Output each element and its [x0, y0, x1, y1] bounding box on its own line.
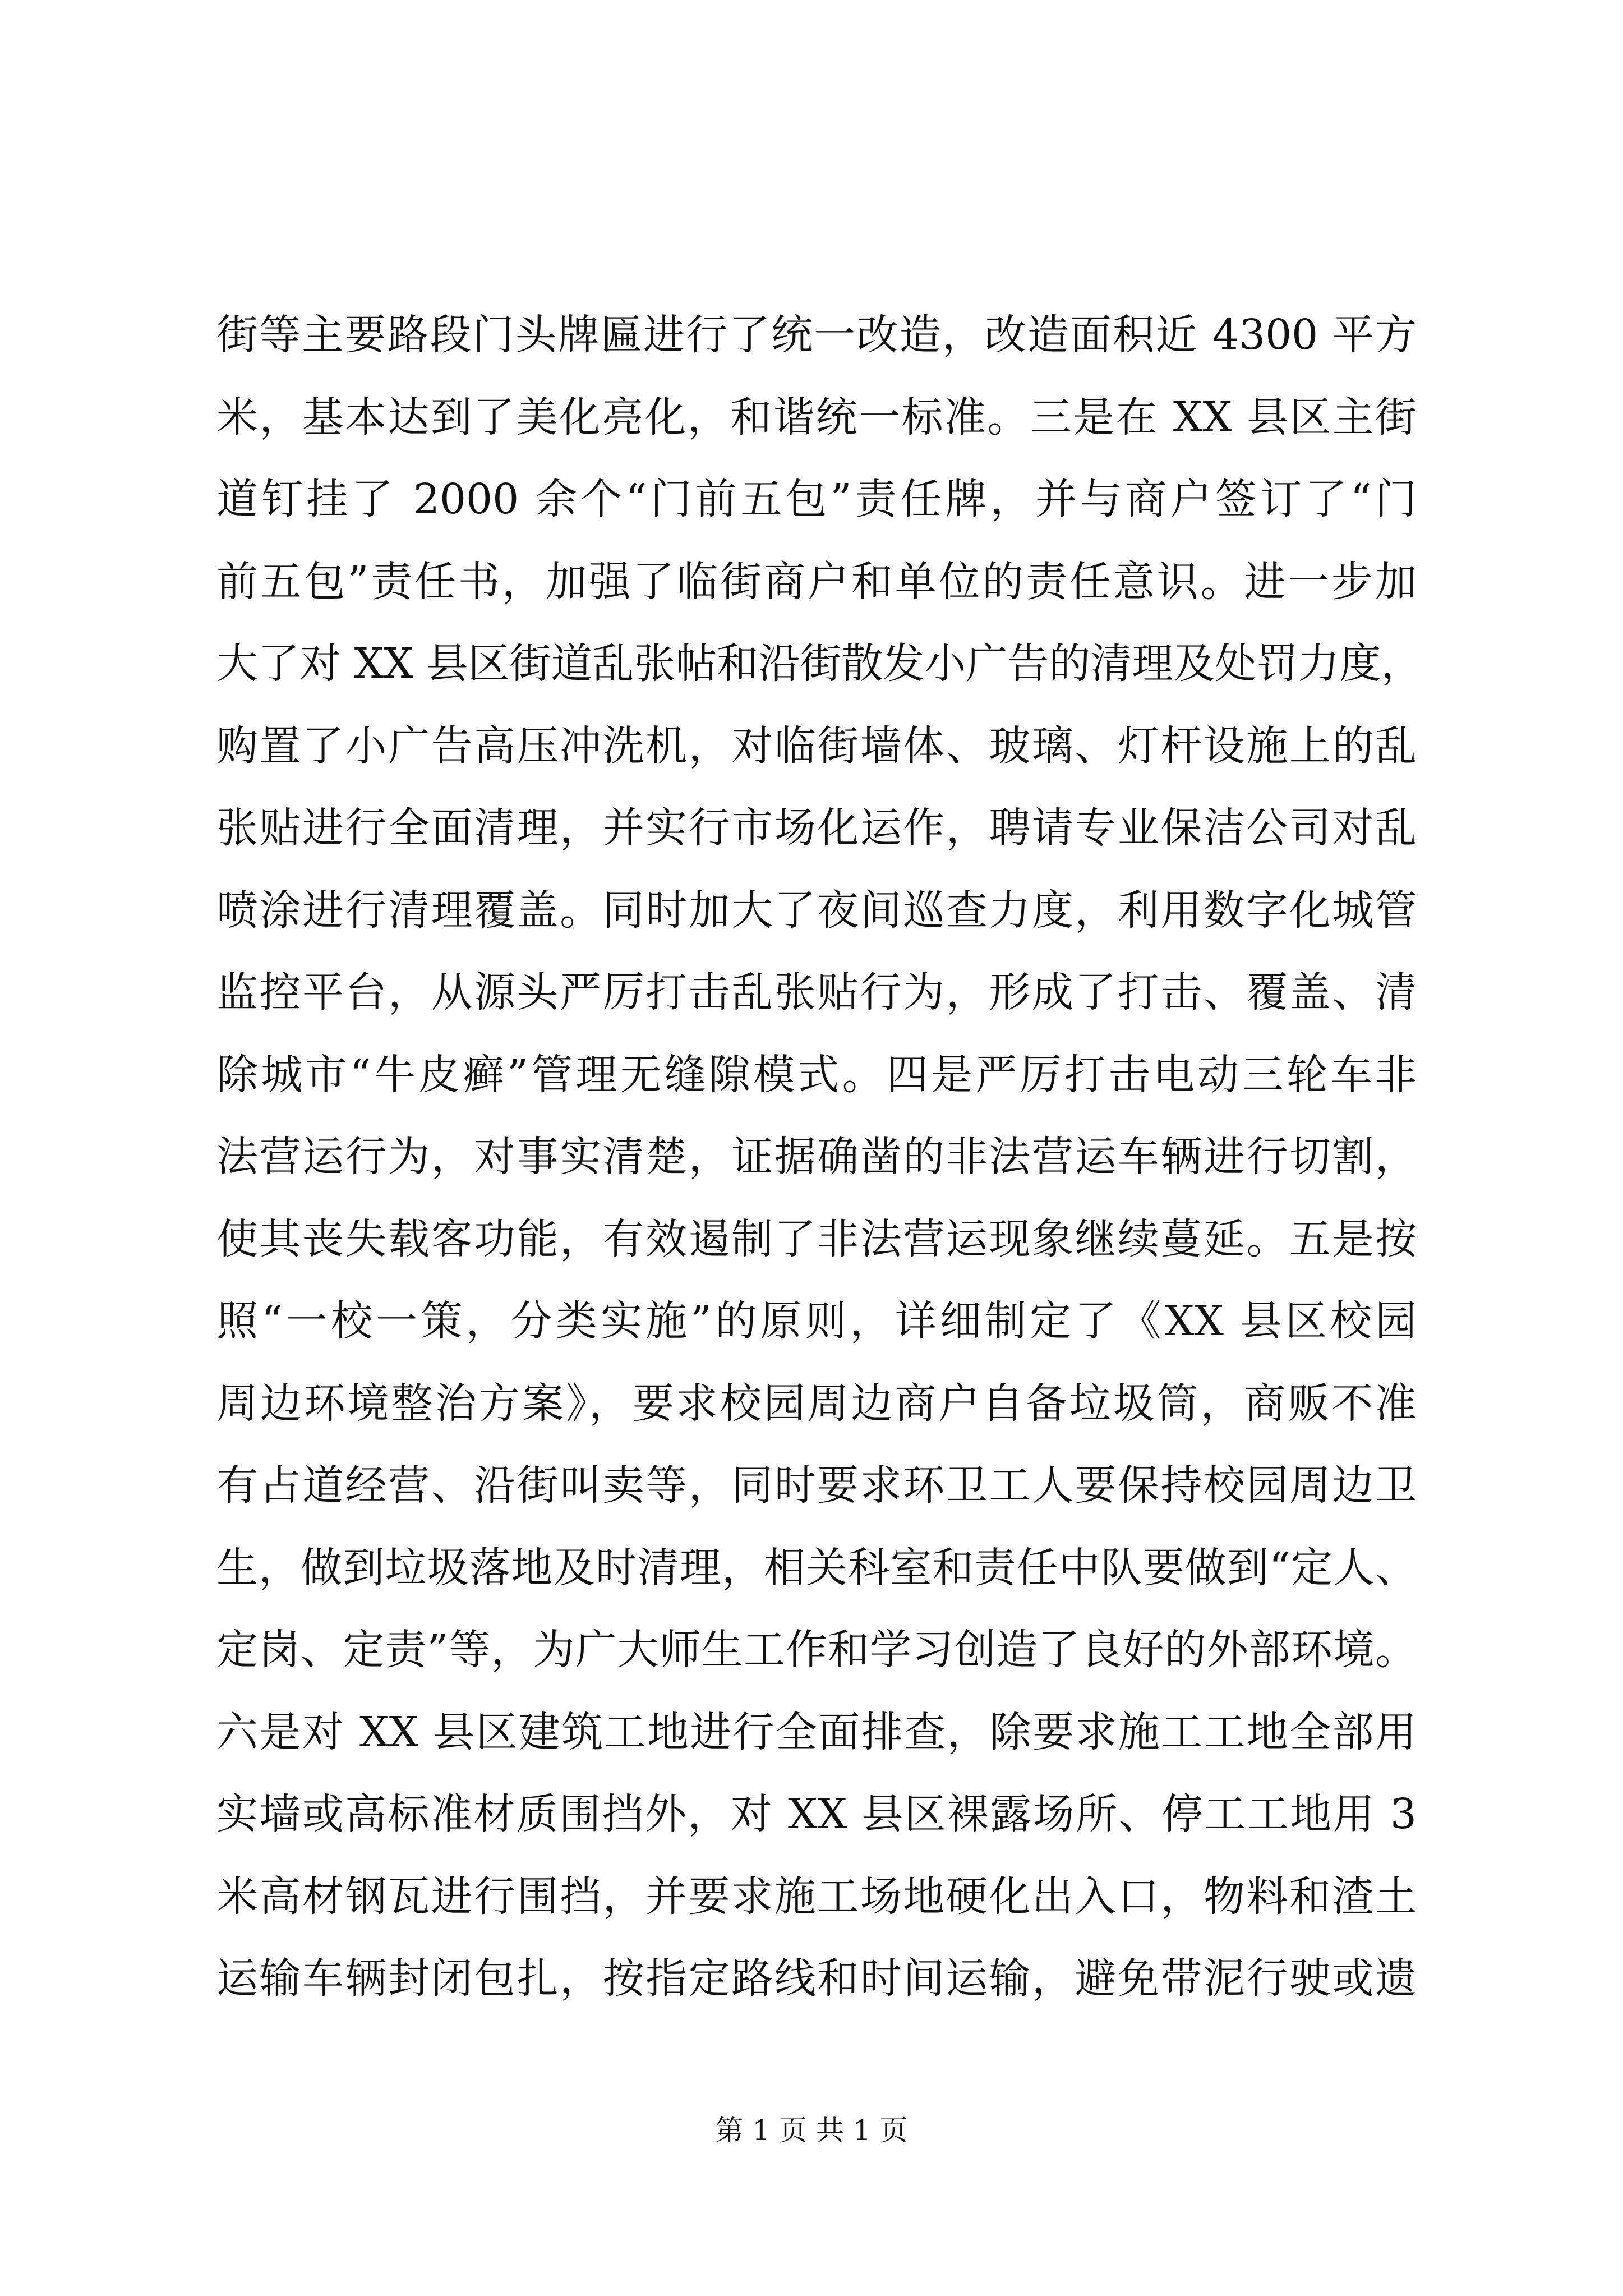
text-line: 使其丧失载客功能，有效遏制了非法营运现象继续蔓延。五是按	[216, 1214, 1417, 1263]
text-line: 实墙或高标准材质围挡外，对 XX 县区裸露场所、停工工地用 3	[216, 1790, 1417, 1838]
text-line: 除城市“牛皮癣”管理无缝隙模式。四是严厉打击电动三轮车非	[216, 1050, 1417, 1099]
page-footer: 第 1 页 共 1 页	[715, 2114, 908, 2147]
text-line: 生，做到垃圾落地及时清理，相关科室和责任中队要做到“定人、	[216, 1543, 1417, 1592]
text-line: 张贴进行全面清理，并实行市场化运作，聘请专业保洁公司对乱	[216, 804, 1417, 852]
text-line: 运输车辆封闭包扎，按指定路线和时间运输，避免带泥行驶或遗	[216, 1954, 1417, 2003]
text-line: 大了对 XX 县区街道乱张帖和沿街散发小广告的清理及处罚力度，	[216, 639, 1423, 688]
text-line: 前五包”责任书，加强了临街商户和单位的责任意识。进一步加	[216, 557, 1417, 606]
text-line: 照“一校一策，分类实施”的原则，详细制定了《XX 县区校园	[216, 1297, 1417, 1345]
text-line: 法营运行为，对事实清楚，证据确凿的非法营运车辆进行切割，	[216, 1133, 1417, 1181]
body-text	[216, 306, 1423, 2032]
text-line: 周边环境整治方案》，要求校园周边商户自备垃圾筒，商贩不准	[216, 1379, 1417, 1428]
text-line: 监控平台，从源头严厉打击乱张贴行为，形成了打击、覆盖、清	[216, 968, 1417, 1016]
text-line: 有占道经营、沿街叫卖等，同时要求环卫工人要保持校园周边卫	[216, 1461, 1417, 1510]
text-line: 街等主要路段门头牌匾进行了统一改造，改造面积近 4300 平方	[216, 311, 1417, 359]
text-line: 米，基本达到了美化亮化，和谐统一标准。三是在 XX 县区主街	[216, 393, 1417, 441]
text-line: 购置了小广告高压冲洗机，对临街墙体、玻璃、灯杆设施上的乱	[216, 721, 1417, 770]
text-line: 道钉挂了 2000 余个“门前五包”责任牌，并与商户签订了“门	[216, 475, 1417, 523]
text-line: 六是对 XX 县区建筑工地进行全面排查，除要求施工工地全部用	[216, 1708, 1417, 1756]
text-line: 定岗、定责”等，为广大师生工作和学习创造了良好的外部环境。	[216, 1626, 1417, 1674]
text-line: 米高材钢瓦进行围挡，并要求施工场地硬化出入口，物料和渣土	[216, 1872, 1417, 1921]
text-line: 喷涂进行清理覆盖。同时加大了夜间巡查力度，利用数字化城管	[216, 886, 1417, 935]
